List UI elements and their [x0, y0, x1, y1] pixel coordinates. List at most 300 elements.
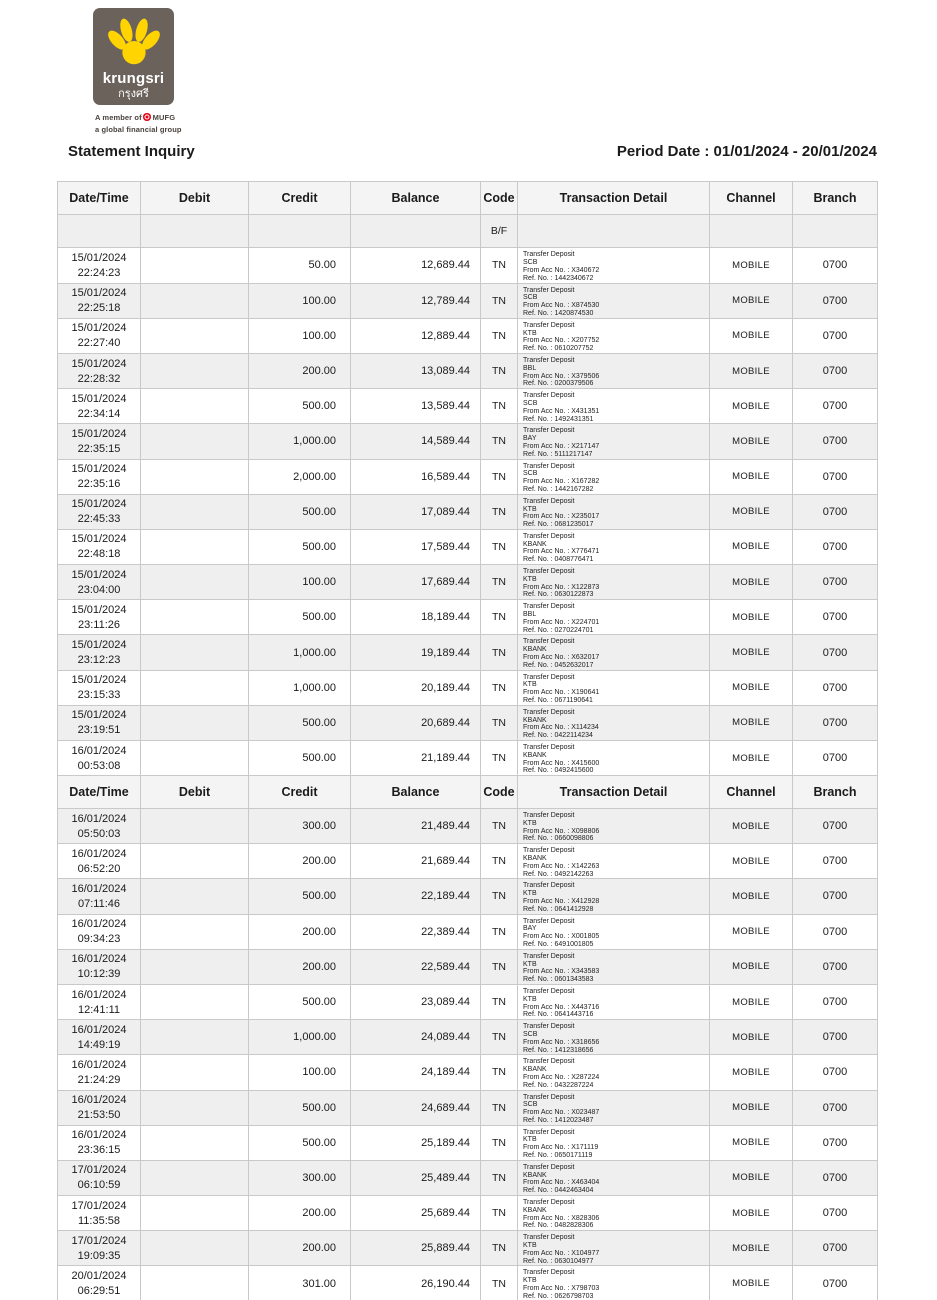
transaction-row: [58, 1266, 878, 1300]
column-header-debit: Debit: [141, 776, 249, 809]
transaction-date: 15/01/2024: [71, 287, 127, 300]
cell-credit: 500.00: [249, 879, 351, 914]
cell-datetime: [58, 283, 141, 318]
transaction-date: 15/01/2024: [71, 568, 127, 581]
transaction-row: [58, 494, 878, 529]
cell-transaction-detail: [518, 984, 710, 1019]
cell-datetime: [58, 494, 141, 529]
cell-branch: 0700: [793, 1090, 878, 1125]
cell-transaction-detail: [518, 389, 710, 424]
cell-branch: [793, 215, 878, 248]
cell-debit: [141, 914, 249, 949]
cell-transaction-detail: [518, 1020, 710, 1055]
logo-brand-thai-text: กรุงศรี: [118, 88, 149, 100]
cell-balance: 17,589.44: [351, 529, 481, 564]
transaction-date: 16/01/2024: [71, 1129, 127, 1142]
transaction-row: [58, 809, 878, 844]
detail-line: Transfer Deposit: [523, 847, 575, 855]
cell-transaction-detail: [518, 318, 710, 353]
cell-credit: 500.00: [249, 529, 351, 564]
detail-line: From Acc No. : X001805: [523, 933, 600, 941]
transaction-time: 23:36:15: [77, 1144, 121, 1157]
cell-transaction-detail: [518, 1266, 710, 1300]
cell-channel: MOBILE: [710, 1090, 793, 1125]
cell-credit: 100.00: [249, 1055, 351, 1090]
cell-transaction-detail: [518, 565, 710, 600]
cell-code: TN: [481, 1020, 518, 1055]
cell-balance: 12,789.44: [351, 283, 481, 318]
transaction-time: 22:27:40: [77, 337, 121, 350]
detail-line: BAY: [523, 925, 537, 933]
detail-line: From Acc No. : X415600: [523, 759, 600, 767]
cell-branch: 0700: [793, 949, 878, 984]
cell-channel: MOBILE: [710, 424, 793, 459]
transaction-row: [58, 283, 878, 318]
transaction-time: 22:28:32: [77, 372, 121, 385]
cell-datetime: [58, 600, 141, 635]
table-header-row: [58, 182, 878, 215]
cell-transaction-detail: [518, 494, 710, 529]
cell-debit: [141, 1090, 249, 1125]
table-header-row: [58, 776, 878, 809]
cell-branch: 0700: [793, 809, 878, 844]
cell-code: TN: [481, 635, 518, 670]
detail-line: SCB: [523, 1030, 538, 1038]
detail-line: From Acc No. : X343583: [523, 968, 600, 976]
detail-line: From Acc No. : X412928: [523, 897, 600, 905]
cell-datetime: [58, 248, 141, 283]
cell-code: TN: [481, 1231, 518, 1266]
detail-line: Transfer Deposit: [523, 1128, 575, 1136]
transaction-time: 23:15:33: [77, 689, 121, 702]
transaction-time: 21:53:50: [77, 1109, 121, 1122]
detail-line: From Acc No. : X318656: [523, 1038, 600, 1046]
cell-debit: [141, 248, 249, 283]
detail-line: Ref. No. : 0422114234: [523, 732, 593, 740]
cell-datetime: [58, 1231, 141, 1266]
cell-balance: 25,189.44: [351, 1125, 481, 1160]
cell-code: TN: [481, 1196, 518, 1231]
detail-line: Ref. No. : 0270224701: [523, 626, 594, 634]
cell-datetime: [58, 984, 141, 1019]
cell-datetime: [58, 1055, 141, 1090]
cell-balance: 13,589.44: [351, 389, 481, 424]
cell-balance: 12,889.44: [351, 318, 481, 353]
cell-transaction-detail: [518, 1196, 710, 1231]
detail-line: From Acc No. : X098806: [523, 827, 600, 835]
cell-datetime: [58, 1020, 141, 1055]
cell-datetime: [58, 318, 141, 353]
detail-line: Transfer Deposit: [523, 356, 575, 364]
transaction-time: 12:41:11: [77, 1003, 120, 1016]
detail-line: Transfer Deposit: [523, 568, 575, 576]
transaction-time: 19:09:35: [77, 1249, 121, 1262]
cell-code: TN: [481, 600, 518, 635]
krungsri-logo: [93, 8, 174, 105]
transaction-date: 15/01/2024: [71, 498, 127, 511]
transaction-date: 17/01/2024: [71, 1164, 127, 1177]
cell-transaction-detail: [518, 215, 710, 248]
detail-line: Ref. No. : 0650171119: [523, 1152, 593, 1160]
cell-branch: 0700: [793, 1020, 878, 1055]
detail-line: Transfer Deposit: [523, 321, 575, 329]
brought-forward-row: [58, 215, 878, 248]
page-title: Statement Inquiry: [68, 143, 195, 160]
cell-channel: MOBILE: [710, 389, 793, 424]
transaction-time: 21:24:29: [77, 1073, 121, 1086]
cell-credit: 1,000.00: [249, 424, 351, 459]
detail-line: From Acc No. : X340672: [523, 266, 600, 274]
transaction-date: 15/01/2024: [71, 392, 127, 405]
cell-datetime: [58, 1125, 141, 1160]
transaction-date: 16/01/2024: [71, 988, 127, 1001]
cell-channel: MOBILE: [710, 705, 793, 740]
cell-code: TN: [481, 459, 518, 494]
detail-line: Ref. No. : 1412023487: [523, 1116, 594, 1124]
cell-datetime: [58, 215, 141, 248]
detail-line: Transfer Deposit: [523, 1234, 575, 1242]
detail-line: Ref. No. : 0610207752: [523, 345, 594, 353]
cell-datetime: [58, 1196, 141, 1231]
cell-balance: 24,089.44: [351, 1020, 481, 1055]
cell-code: TN: [481, 565, 518, 600]
cell-transaction-detail: [518, 914, 710, 949]
cell-credit: 301.00: [249, 1266, 351, 1300]
detail-line: BAY: [523, 435, 537, 443]
cell-debit: [141, 879, 249, 914]
cell-code: TN: [481, 705, 518, 740]
detail-line: KTB: [523, 1277, 537, 1285]
cell-credit: 200.00: [249, 949, 351, 984]
cell-branch: 0700: [793, 705, 878, 740]
column-header-balance: Balance: [351, 776, 481, 809]
cell-credit: 500.00: [249, 494, 351, 529]
transaction-row: [58, 424, 878, 459]
statement-table: [57, 181, 878, 776]
cell-balance: 21,689.44: [351, 844, 481, 879]
detail-line: Transfer Deposit: [523, 1269, 575, 1277]
transaction-date: 16/01/2024: [71, 918, 127, 931]
cell-credit: 500.00: [249, 1090, 351, 1125]
transaction-time: 23:04:00: [77, 583, 121, 596]
cell-branch: 0700: [793, 844, 878, 879]
transaction-time: 10:12:39: [77, 968, 121, 981]
detail-line: From Acc No. : X798703: [523, 1285, 600, 1293]
detail-line: From Acc No. : X776471: [523, 548, 600, 556]
transaction-time: 23:12:23: [77, 654, 121, 667]
detail-line: Ref. No. : 0492142263: [523, 870, 594, 878]
detail-line: KTB: [523, 995, 537, 1003]
cell-debit: [141, 844, 249, 879]
transaction-row: [58, 318, 878, 353]
cell-debit: [141, 424, 249, 459]
transaction-row: [58, 705, 878, 740]
cell-datetime: [58, 949, 141, 984]
detail-line: Transfer Deposit: [523, 673, 575, 681]
transaction-row: [58, 1055, 878, 1090]
transaction-time: 14:49:19: [77, 1038, 121, 1051]
cell-credit: 500.00: [249, 1125, 351, 1160]
detail-line: Ref. No. : 0442463404: [523, 1187, 594, 1195]
cell-branch: 0700: [793, 1055, 878, 1090]
column-header-credit: Credit: [249, 776, 351, 809]
cell-balance: 24,189.44: [351, 1055, 481, 1090]
transaction-time: 22:48:18: [77, 548, 121, 561]
cell-debit: [141, 600, 249, 635]
cell-credit: 200.00: [249, 1231, 351, 1266]
cell-branch: 0700: [793, 1266, 878, 1300]
detail-line: KTB: [523, 1136, 537, 1144]
transaction-row: [58, 529, 878, 564]
detail-line: From Acc No. : X828306: [523, 1214, 600, 1222]
detail-line: From Acc No. : X224701: [523, 618, 600, 626]
cell-transaction-detail: [518, 1090, 710, 1125]
transaction-time: 23:11:26: [77, 618, 120, 631]
detail-line: KTB: [523, 575, 537, 583]
cell-transaction-detail: [518, 635, 710, 670]
detail-line: From Acc No. : X104977: [523, 1249, 600, 1257]
transaction-date: 15/01/2024: [71, 357, 127, 370]
detail-line: KBANK: [523, 854, 547, 862]
cell-transaction-detail: [518, 353, 710, 388]
cell-branch: 0700: [793, 1196, 878, 1231]
cell-credit: 1,000.00: [249, 1020, 351, 1055]
detail-line: BBL: [523, 611, 537, 619]
cell-credit: 100.00: [249, 283, 351, 318]
detail-line: KTB: [523, 960, 537, 968]
cell-debit: [141, 318, 249, 353]
cell-balance: 25,889.44: [351, 1231, 481, 1266]
krungsri-lotus-icon: [107, 16, 161, 71]
detail-line: Ref. No. : 0492415600: [523, 767, 594, 775]
cell-debit: [141, 809, 249, 844]
cell-credit: 100.00: [249, 565, 351, 600]
detail-line: From Acc No. : X122873: [523, 583, 600, 591]
detail-line: From Acc No. : X443716: [523, 1003, 600, 1011]
bf-code: B/F: [481, 215, 518, 248]
detail-line: SCB: [523, 470, 538, 478]
detail-line: Ref. No. : 0626798703: [523, 1292, 594, 1300]
cell-datetime: [58, 914, 141, 949]
cell-branch: 0700: [793, 424, 878, 459]
transaction-row: [58, 600, 878, 635]
cell-balance: 25,489.44: [351, 1160, 481, 1195]
cell-credit: 1,000.00: [249, 670, 351, 705]
transaction-row: [58, 670, 878, 705]
cell-channel: MOBILE: [710, 1160, 793, 1195]
cell-balance: 22,389.44: [351, 914, 481, 949]
cell-transaction-detail: [518, 283, 710, 318]
cell-transaction-detail: [518, 600, 710, 635]
member-prefix-text: A member of: [95, 113, 142, 122]
cell-balance: 20,189.44: [351, 670, 481, 705]
transaction-time: 22:24:23: [77, 266, 121, 279]
cell-balance: [351, 215, 481, 248]
cell-code: TN: [481, 318, 518, 353]
cell-channel: MOBILE: [710, 879, 793, 914]
cell-datetime: [58, 565, 141, 600]
transaction-row: [58, 1090, 878, 1125]
cell-channel: MOBILE: [710, 1266, 793, 1300]
transaction-time: 05:50:03: [77, 827, 121, 840]
detail-line: Transfer Deposit: [523, 812, 575, 819]
cell-debit: [141, 949, 249, 984]
cell-transaction-detail: [518, 1160, 710, 1195]
column-header-debit: Debit: [141, 182, 249, 215]
cell-transaction-detail: [518, 741, 710, 776]
cell-channel: MOBILE: [710, 600, 793, 635]
cell-channel: MOBILE: [710, 949, 793, 984]
detail-line: SCB: [523, 294, 538, 302]
cell-transaction-detail: [518, 529, 710, 564]
detail-line: Ref. No. : 1442167282: [523, 485, 594, 493]
detail-line: Transfer Deposit: [523, 952, 575, 960]
cell-code: TN: [481, 248, 518, 283]
transaction-row: [58, 635, 878, 670]
cell-datetime: [58, 1266, 141, 1300]
cell-datetime: [58, 670, 141, 705]
cell-datetime: [58, 1090, 141, 1125]
cell-credit: 500.00: [249, 389, 351, 424]
cell-datetime: [58, 705, 141, 740]
transaction-time: 06:52:20: [77, 862, 121, 875]
detail-line: Transfer Deposit: [523, 392, 575, 400]
cell-balance: 21,489.44: [351, 809, 481, 844]
transaction-time: 22:25:18: [77, 302, 121, 315]
detail-line: From Acc No. : X023487: [523, 1109, 600, 1117]
detail-line: Transfer Deposit: [523, 1093, 575, 1101]
detail-line: Transfer Deposit: [523, 987, 575, 995]
transaction-date: 15/01/2024: [71, 251, 127, 264]
detail-line: Transfer Deposit: [523, 603, 575, 611]
transaction-time: 09:34:23: [77, 933, 121, 946]
cell-code: TN: [481, 670, 518, 705]
cell-datetime: [58, 635, 141, 670]
column-header-branch: Branch: [793, 776, 878, 809]
detail-line: Transfer Deposit: [523, 917, 575, 925]
cell-channel: MOBILE: [710, 494, 793, 529]
detail-line: From Acc No. : X217147: [523, 442, 600, 450]
cell-channel: MOBILE: [710, 670, 793, 705]
detail-line: From Acc No. : X171119: [523, 1144, 599, 1152]
cell-transaction-detail: [518, 1055, 710, 1090]
cell-transaction-detail: [518, 705, 710, 740]
cell-code: TN: [481, 844, 518, 879]
detail-line: Ref. No. : 6491001805: [523, 940, 594, 948]
transaction-date: 16/01/2024: [71, 812, 127, 825]
column-header-transaction-detail: Transaction Detail: [518, 182, 710, 215]
cell-code: TN: [481, 529, 518, 564]
column-header-balance: Balance: [351, 182, 481, 215]
cell-datetime: [58, 879, 141, 914]
cell-channel: MOBILE: [710, 1125, 793, 1160]
cell-balance: 20,689.44: [351, 705, 481, 740]
transaction-date: 17/01/2024: [71, 1234, 127, 1247]
cell-transaction-detail: [518, 809, 710, 844]
transaction-row: [58, 741, 878, 776]
detail-line: Ref. No. : 0641412928: [523, 905, 594, 913]
detail-line: Transfer Deposit: [523, 286, 575, 294]
column-header-credit: Credit: [249, 182, 351, 215]
cell-code: TN: [481, 424, 518, 459]
detail-line: Transfer Deposit: [523, 1023, 575, 1031]
cell-branch: 0700: [793, 600, 878, 635]
transaction-row: [58, 844, 878, 879]
cell-credit: 50.00: [249, 248, 351, 283]
transaction-row: [58, 353, 878, 388]
detail-line: SCB: [523, 259, 538, 267]
cell-channel: MOBILE: [710, 635, 793, 670]
cell-code: TN: [481, 353, 518, 388]
detail-line: Ref. No. : 0601343583: [523, 976, 594, 984]
cell-credit: 500.00: [249, 741, 351, 776]
cell-balance: 17,089.44: [351, 494, 481, 529]
detail-line: Ref. No. : 0200379506: [523, 380, 594, 388]
cell-branch: 0700: [793, 353, 878, 388]
transaction-time: 22:35:16: [77, 478, 121, 491]
cell-code: TN: [481, 949, 518, 984]
detail-line: KBANK: [523, 1206, 547, 1214]
cell-branch: 0700: [793, 565, 878, 600]
detail-line: Ref. No. : 1492431351: [523, 415, 594, 423]
cell-balance: 26,190.44: [351, 1266, 481, 1300]
cell-channel: MOBILE: [710, 283, 793, 318]
cell-branch: 0700: [793, 914, 878, 949]
detail-line: KBANK: [523, 1171, 547, 1179]
transaction-time: 06:10:59: [77, 1179, 121, 1192]
column-header-transaction-detail: Transaction Detail: [518, 776, 710, 809]
detail-line: KTB: [523, 681, 537, 689]
cell-branch: 0700: [793, 459, 878, 494]
cell-balance: 14,589.44: [351, 424, 481, 459]
cell-code: TN: [481, 1090, 518, 1125]
cell-branch: 0700: [793, 670, 878, 705]
cell-balance: 25,689.44: [351, 1196, 481, 1231]
cell-code: TN: [481, 1125, 518, 1160]
cell-balance: 24,689.44: [351, 1090, 481, 1125]
detail-line: Ref. No. : 0630122873: [523, 591, 594, 599]
cell-credit: 200.00: [249, 1196, 351, 1231]
cell-branch: 0700: [793, 1125, 878, 1160]
cell-code: TN: [481, 914, 518, 949]
detail-line: Transfer Deposit: [523, 1163, 575, 1171]
cell-credit: 500.00: [249, 984, 351, 1019]
cell-datetime: [58, 424, 141, 459]
cell-credit: [249, 215, 351, 248]
cell-code: TN: [481, 879, 518, 914]
detail-line: KBANK: [523, 751, 547, 759]
transaction-date: 16/01/2024: [71, 882, 127, 895]
cell-datetime: [58, 844, 141, 879]
detail-line: Transfer Deposit: [523, 1058, 575, 1066]
column-header-channel: Channel: [710, 776, 793, 809]
transaction-date: 16/01/2024: [71, 953, 127, 966]
cell-balance: 19,189.44: [351, 635, 481, 670]
detail-line: KBANK: [523, 540, 547, 548]
logo-brand-text: krungsri: [102, 70, 165, 87]
cell-transaction-detail: [518, 879, 710, 914]
cell-datetime: [58, 809, 141, 844]
column-header-branch: Branch: [793, 182, 878, 215]
transaction-date: 15/01/2024: [71, 603, 127, 616]
cell-code: TN: [481, 809, 518, 844]
cell-transaction-detail: [518, 1231, 710, 1266]
transaction-row: [58, 1160, 878, 1195]
cell-code: TN: [481, 984, 518, 1019]
member-suffix-text: a global financial group: [95, 124, 182, 134]
transaction-date: 15/01/2024: [71, 463, 127, 476]
cell-branch: 0700: [793, 248, 878, 283]
